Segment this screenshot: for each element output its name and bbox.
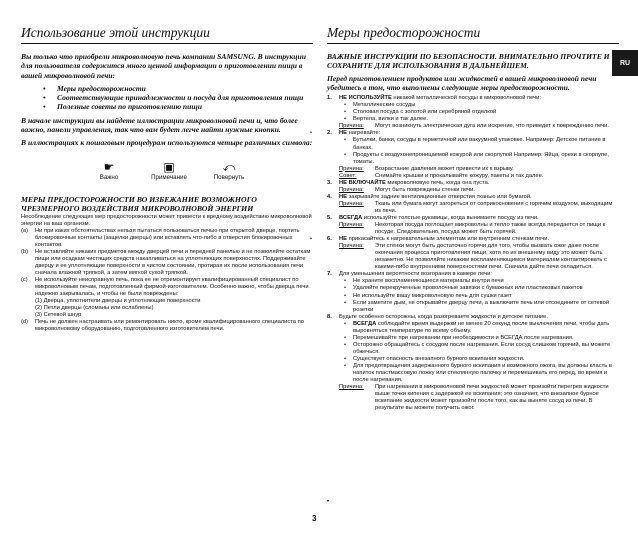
safety-item-5: 5. ВСЕГДА используйте толстые рукавицы, когда вынимаете посуду из печи. Причина: Некоторая посуда поглощает микроволны и тепло также всегда передается от пищи к посуде. Следовательно, посуда может быть горячей. bbox=[327, 214, 606, 236]
note-icon: ▣ bbox=[163, 159, 175, 174]
intro-paragraph-1: Вы только что приобрели микроволновую печь компании SAMSUNG. В инструкции для пользователя содержится много ценной информации о приготовлении пищи в вашей микроволновой печи: bbox=[21, 52, 306, 80]
warning-item: (a) Ни при каких обстоятельствах нельзя пытаться пользоваться печью при открытой дверце, портить блокировочные контакты (защелки дверцы) или вставлять что-либо в отверстия блокировочных контактов. bbox=[21, 227, 300, 248]
language-tab: RU bbox=[612, 50, 638, 76]
safety-item-8: 8. Будьте особенно осторожны, когда разогреваете жидкости и детское питание. • ВСЕГДА соблюдайте время выдержки не менее 20 секунд после выключения печи, чтобы дать выровняться температуре по всему объему. • Перемешивайте при нагревании при необходимости и ВСЕГДА после нагревания. • Осторожно обращайтесь с сосудом после нагревания. Если сосуд слишком горячий, вы можете обжечься. • Существует опасность внезапного бурного вскипания жидкости. • Для предотвращения задержанного бурного вскипания и возможного ожога, вы должны класть в напиток пластмассовую ложку или стеклянную палочку и перемешивать его перед, во время и после нагревания. Причина: При нагревании в микроволновой печи жидкостей может произойти перегрев жидкости выше точки кипения с задержкой ее вскипания; это означает, что внезапное бурное вскипание жидкости может произойти после того, как вы выняте сосуд из печи. В результате вы можете получить ожог. bbox=[327, 314, 619, 413]
item-c-sub-2: (2) Петли дверцы (сломаны или ослаблены) bbox=[35, 305, 154, 312]
safety-item-6: • 6. НЕ прикасайтесь к нагревательным элементам или внутренним стенкам печи. Причина: Эти стенки могут быть достаточно горячи для того, чтобы вызвать ожог даже после окончания процесса приготовления пищи, хотя по их внешнему виду это может быть незаметно. Не позволяйте никаким воспламеняющимся материалам контактировать с какими-либо внутренними поверхностями печи. Сначала дайте печи охладиться. bbox=[310, 236, 607, 271]
intro-paragraph-3: В иллюстрациях к пошаговым процедурам используются четыре различных символа: bbox=[21, 138, 313, 148]
warning-title: МЕРЫ ПРЕДОСТОРОЖНОСТИ ВО ИЗБЕЖАНИЕ ВОЗМОЖНОГО ЧРЕЗМЕРНОГО ВОЗДЕЙСТВИЯ МИКРОВОЛНОВОЙ ЭНЕРГИИ bbox=[21, 194, 257, 214]
warning-body bbox=[21, 214, 313, 334]
symbol-note bbox=[139, 160, 199, 181]
warning-item: (b) Не вставляйте никаких предметов между дверцей печи и передней панелью и не позволяйте остаткам пищи или осадкам чистящих средств накапливаться на уплотняющих поверхностях. Поддерживайте дверцу и ее уплотняющие поверхности в чистом состоянии, протирая их после использования печи сначала влажной тряпкой, а затем мягкой сухой тряпкой. bbox=[21, 248, 311, 277]
warning-intro: Несоблюдение следующих мер предосторожности может привести к вредному воздействию микроволновой энергии на ваш организм. bbox=[21, 213, 312, 227]
lead-paragraph: Перед приготовлением продуктов или жидкостей в вашей микроволновой печи убедитесь в том, что выполнены следующие меры предосторожности. bbox=[327, 73, 597, 92]
symbol-label: Важно bbox=[99, 173, 119, 181]
rotate-icon: ⤺ bbox=[222, 159, 236, 174]
left-section-title: Использование этой инструкции bbox=[21, 25, 313, 44]
safety-item-7: 7. Для уменьшения вероятности возгорания в камере печи: • Не храните воспламеняющиеся материалы внутри печи • Удаляйте перекрученные проволочные завязки с бумажных или пластиковых пакетов • Не используйте вашу микроволновую печь для сушки газет • Если заметите дым, не открывайте дверцу печи, а выключите печь или отсоедините от сетевой розетки bbox=[327, 271, 619, 313]
important-instructions: ВАЖНЫЕ ИНСТРУКЦИИ ПО БЕЗОПАСНОСТИ. ВНИМАТЕЛЬНО ПРОЧТИТЕ И СОХРАНИТЕ ДЛЯ ИСПОЛЬЗОВАНИЯ В ДАЛЬНЕЙШЕМ. bbox=[327, 52, 610, 71]
warning-item: (d) Печь не должен настраивать или ремонтировать никто, кроме квалифицированного специалиста по микроволновому оборудованию, подготовленного изготовителем печи. bbox=[21, 319, 304, 333]
safety-list bbox=[310, 95, 619, 412]
symbol-label: Примечание bbox=[151, 173, 187, 181]
warning-item: (c) Не используйте неисправную печь, пока ее не отремонтирует квалифицированный специалист по микроволновым печам, подготовленный фирмой-изготовителем. Особенно важно, чтобы дверца печи надежно закрывалась, и чтобы не были повреждены: (1) Дверца, уплотнители дверцы и уплотняющие поверхности (2) Петли дверцы (сломаны или ослаблены) (3) Сетевой шнур bbox=[21, 277, 313, 319]
warning-items bbox=[21, 228, 313, 334]
safety-item-2: • 2. НЕ нагревайте: • Бутылки, банки, сосуды в герметичной или вакуумной упаковке. Например: Детское питание в банках. • Продукты с воздухонепроницаемой кожурой или скорлупой Например: Яйца, орехи в скорлупе, томаты. Причина: Возрастание давления может привести их к взрыву. Совет: Снимайте крышки и прокалывайте кожуру, пакеты и так далее. bbox=[327, 130, 619, 179]
intro-paragraph-2: В начале инструкции вы найдете иллюстрации микроволновой печи и, что более важно, панели управления, так что вам будет легче найти нужные кнопки. bbox=[21, 115, 298, 135]
right-section-title: Меры предосторожности bbox=[327, 25, 619, 44]
item-c-sub-3: (3) Сетевой шнур bbox=[35, 312, 82, 319]
safety-item-3: 3. НЕ ВКЛЮЧАЙТЕ микроволновую печь, когда она пуста. Причина: Могут быть повреждены стенки печи. bbox=[327, 179, 490, 193]
intro-bullet: • Полезные советы по приготовлению пищи bbox=[57, 102, 313, 111]
intro-bullet: • Соответствующие принадлежности и посуда для приготовления пищи bbox=[57, 93, 313, 102]
page-number: 3 bbox=[312, 514, 317, 523]
symbol-legend bbox=[79, 160, 259, 181]
symbol-label: Повернуть bbox=[213, 173, 245, 181]
intro-block bbox=[21, 52, 313, 148]
left-column bbox=[21, 25, 313, 333]
safety-item-1: 1. НЕ ИСПОЛЬЗУЙТЕ никакой металлической посуды в микроволновой печи: • Металлические сосуды • Столовая посуда с золотой или серебряной отделкой • Вертела, вилки и так далее. Причина: Могут возникнуть электрическая дуга или искрение, что приведет к повреждению печи. bbox=[327, 95, 619, 130]
intro-bullet-list bbox=[21, 84, 313, 112]
item-c-sub-1: (1) Дверца, уплотнители дверцы и уплотняющие поверхности bbox=[35, 298, 201, 305]
symbol-important bbox=[79, 160, 139, 181]
pointing-hand-icon: ☛ bbox=[103, 159, 115, 174]
intro-bullet: • Меры предосторожности bbox=[57, 84, 313, 93]
symbol-rotate bbox=[199, 160, 259, 181]
right-column bbox=[310, 25, 619, 412]
safety-item-4: 4. НЕ закрывайте задние вентиляционные отверстия тканью или бумагой. Причина: Ткань или бумага могут загореться от соприкосновения с горячим воздухом, выходящим из печи. bbox=[327, 193, 613, 214]
bullet-mark: • bbox=[327, 499, 330, 505]
